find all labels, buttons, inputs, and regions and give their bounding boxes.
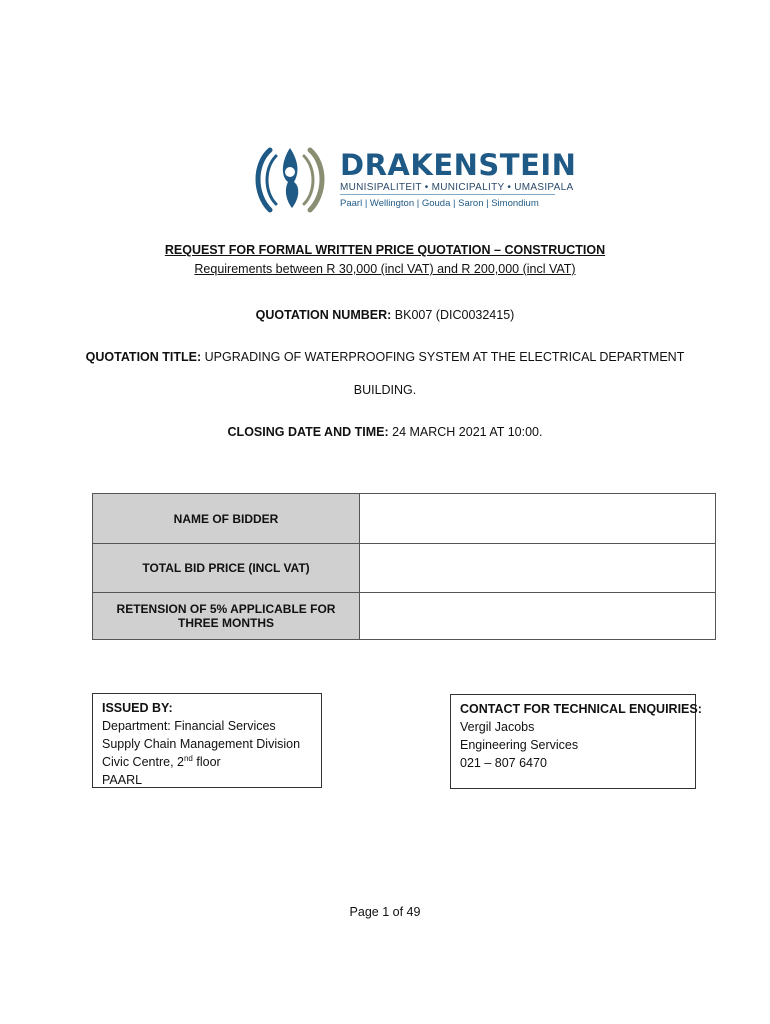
quotation-title-value-2: BUILDING. <box>353 383 417 397</box>
address-superscript: nd <box>183 753 193 763</box>
quotation-title <box>0 350 770 364</box>
quotation-number-label: QUOTATION NUMBER: <box>255 308 392 322</box>
logo-divider <box>340 194 555 195</box>
closing-date <box>0 425 770 439</box>
contact-box <box>450 694 702 789</box>
logo-name: DRAKENSTEIN <box>340 148 577 182</box>
quotation-number <box>0 308 770 322</box>
quotation-title-value-1: UPGRADING OF WATERPROOFING SYSTEM AT THE ELECTRICAL DEPARTMENT <box>204 350 685 364</box>
document-title: REQUEST FOR FORMAL WRITTEN PRICE QUOTATION – CONSTRUCTION <box>164 243 606 257</box>
quotation-title-label: QUOTATION TITLE: <box>85 350 202 364</box>
logo-towns: Paarl | Wellington | Gouda | Saron | Simondium <box>340 198 539 209</box>
contact-department: Engineering Services <box>460 738 579 752</box>
bid-table <box>92 493 716 640</box>
page-number: Page 1 of 49 <box>349 905 421 919</box>
issued-by-department: Department: Financial Services <box>102 719 276 733</box>
contact-heading: CONTACT FOR TECHNICAL ENQUIRIES: <box>460 702 702 716</box>
table-row <box>93 593 716 640</box>
table-row <box>93 544 716 593</box>
contact-phone: 021 – 807 6470 <box>460 756 547 770</box>
issued-by-heading: ISSUED BY: <box>102 701 173 715</box>
issued-by-city: PAARL <box>102 773 143 787</box>
address-text: Civic Centre, 2 <box>102 755 184 769</box>
bid-name-label: NAME OF BIDDER <box>93 494 360 544</box>
bid-price-label: TOTAL BID PRICE (INCL VAT) <box>93 544 360 593</box>
requirements-line: Requirements between R 30,000 (incl VAT) and R 200,000 (incl VAT) <box>194 262 576 276</box>
retension-label: RETENSION OF 5% APPLICABLE FOR THREE MONTHS <box>93 593 360 640</box>
issued-by-box <box>92 693 322 788</box>
retension-field[interactable] <box>360 593 716 640</box>
bid-name-field[interactable] <box>360 494 716 544</box>
contact-name: Vergil Jacobs <box>460 720 535 734</box>
drakenstein-logo <box>248 142 577 216</box>
address-floor: floor <box>192 755 221 769</box>
logo-emblem-icon <box>248 142 334 216</box>
logo-subtitle: MUNISIPALITEIT • MUNICIPALITY • UMASIPALA <box>340 182 574 193</box>
table-row <box>93 494 716 544</box>
quotation-number-value: BK007 (DIC0032415) <box>394 308 515 322</box>
closing-date-label: CLOSING DATE AND TIME: <box>227 425 389 439</box>
closing-date-value: 24 MARCH 2021 AT 10:00. <box>392 425 543 439</box>
bid-price-field[interactable] <box>360 544 716 593</box>
issued-by-address <box>102 753 312 771</box>
issued-by-division: Supply Chain Management Division <box>102 737 301 751</box>
